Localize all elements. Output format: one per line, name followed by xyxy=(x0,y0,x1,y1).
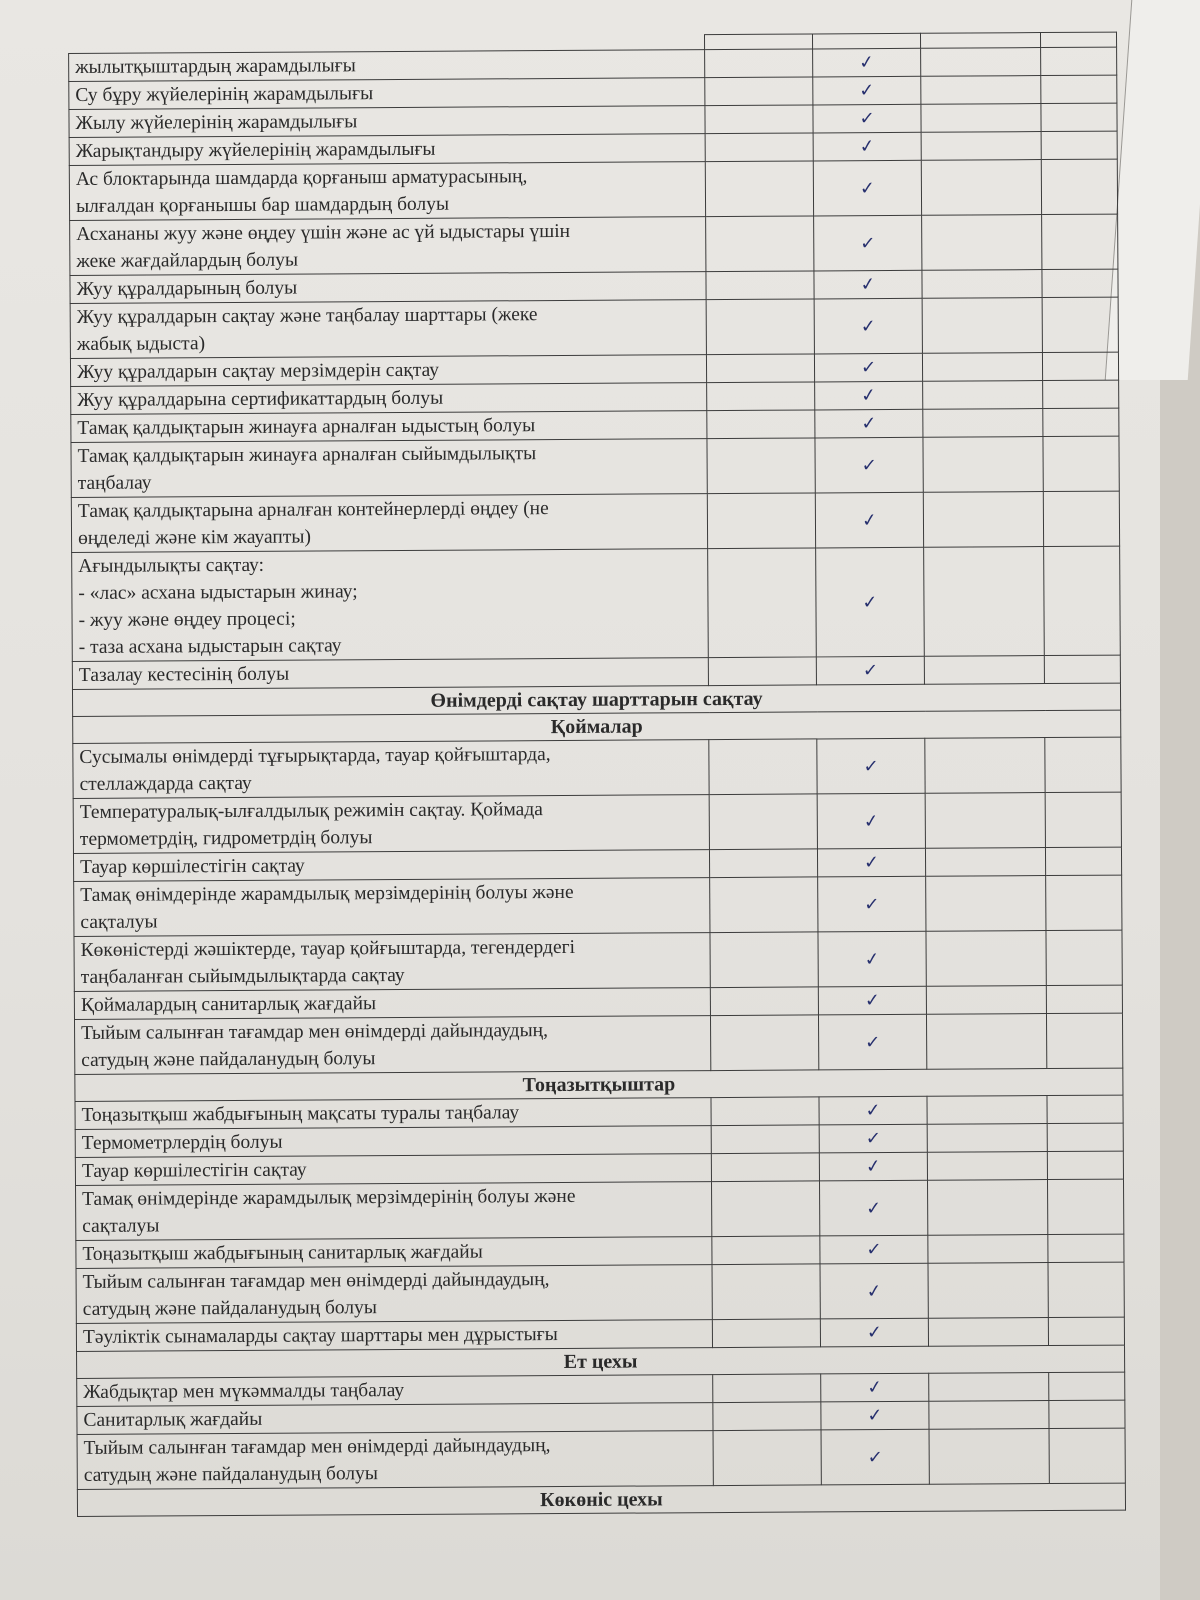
compliance-yes-cell xyxy=(705,49,813,78)
compliance-no-cell xyxy=(928,1318,1048,1347)
requirement-text: Қоймалардың санитарлық жағдайы xyxy=(74,988,710,1020)
handwritten-check-icon: ✓ xyxy=(866,1404,883,1427)
compliance-no-cell xyxy=(923,409,1043,438)
compliance-yes-cell xyxy=(710,1015,818,1071)
notes-cell xyxy=(1041,47,1117,75)
requirement-text: Тыйым салынған тағамдар мен өнімдерді дайындаудың, сатудың және пайдаланудың болуы xyxy=(76,1265,712,1324)
requirement-text: Жуу құралдарының болуы xyxy=(70,272,706,304)
handwritten-check-icon: ✓ xyxy=(865,1279,883,1303)
notes-cell xyxy=(1042,214,1118,269)
notes-cell xyxy=(1045,737,1121,792)
compliance-mark-cell xyxy=(814,215,922,271)
requirement-text: Жуу құралдарына сертификаттардың болуы xyxy=(71,383,707,415)
compliance-mark-cell xyxy=(813,104,921,133)
handwritten-check-icon: ✓ xyxy=(859,232,876,254)
compliance-mark-cell xyxy=(817,738,925,794)
section-title: Қоймалар xyxy=(73,710,1121,743)
handwritten-check-icon: ✓ xyxy=(866,1376,884,1399)
compliance-no-cell xyxy=(929,1401,1049,1430)
notes-cell xyxy=(1044,546,1121,655)
notes-cell xyxy=(1049,1372,1125,1400)
handwritten-check-icon: ✓ xyxy=(858,79,875,102)
handwritten-check-icon: ✓ xyxy=(863,947,881,971)
checklist-row xyxy=(73,792,1121,853)
requirement-text: Сусымалы өнімдерді тұғырықтарда, тауар қойғыштарда, стеллаждарда сақтау xyxy=(73,740,709,799)
checklist-row xyxy=(71,491,1119,552)
handwritten-check-icon: ✓ xyxy=(866,1321,883,1344)
requirement-text: Тамақ өнімдерінде жарамдылық мерзімдерінің болуы және сақталуы xyxy=(76,1182,712,1241)
compliance-mark-cell xyxy=(816,547,925,657)
section-header-row xyxy=(77,1483,1125,1516)
handwritten-check-icon: ✓ xyxy=(866,1238,882,1261)
compliance-yes-cell xyxy=(709,849,817,878)
compliance-no-cell xyxy=(928,1235,1048,1264)
compliance-mark-cell xyxy=(821,1401,929,1430)
compliance-yes-cell xyxy=(711,1153,819,1182)
notes-cell xyxy=(1042,352,1118,380)
compliance-yes-cell xyxy=(705,105,813,134)
checklist-row xyxy=(70,297,1118,358)
requirement-text: Жуу құралдарын сақтау және таңбалау шарттары (жеке жабық ыдыста) xyxy=(70,300,706,359)
notes-cell xyxy=(1042,297,1118,352)
requirement-text: Термометрлердің болуы xyxy=(75,1126,711,1158)
notes-cell xyxy=(1047,1095,1123,1123)
handwritten-check-icon: ✓ xyxy=(859,107,875,130)
compliance-no-cell xyxy=(925,793,1045,849)
compliance-yes-cell xyxy=(705,77,813,106)
handwritten-check-icon: ✓ xyxy=(865,1099,882,1122)
compliance-mark-cell xyxy=(819,1096,927,1125)
compliance-mark-cell xyxy=(818,986,926,1015)
checklist-row xyxy=(74,1013,1122,1074)
compliance-mark-cell xyxy=(813,76,921,105)
compliance-yes-cell xyxy=(706,299,814,355)
requirement-text: Тамақ қалдықтарын жинауға арналған ыдыстың болуы xyxy=(71,411,707,443)
checklist-row xyxy=(74,875,1122,936)
handwritten-check-icon: ✓ xyxy=(861,454,877,476)
compliance-yes-cell xyxy=(709,739,817,795)
notes-cell xyxy=(1045,847,1121,875)
requirement-text: жылытқыштардың жарамдылығы xyxy=(69,50,705,82)
compliance-mark-cell xyxy=(817,848,925,877)
compliance-yes-cell xyxy=(710,932,818,988)
handwritten-check-icon: ✓ xyxy=(860,315,877,337)
notes-cell xyxy=(1041,75,1117,103)
compliance-no-cell xyxy=(926,986,1046,1015)
requirement-text: Жарықтандыру жүйелерінің жарамдылығы xyxy=(69,134,705,166)
checklist-row xyxy=(73,737,1121,798)
compliance-no-cell xyxy=(924,547,1045,657)
compliance-no-cell xyxy=(923,492,1043,548)
checklist-document xyxy=(68,31,1153,1517)
compliance-mark-cell xyxy=(814,298,922,354)
notes-cell xyxy=(1047,1123,1123,1151)
compliance-yes-cell xyxy=(713,1374,821,1403)
handwritten-check-icon: ✓ xyxy=(861,591,878,613)
compliance-no-cell xyxy=(927,1124,1047,1153)
compliance-mark-cell xyxy=(819,1152,927,1181)
compliance-no-cell xyxy=(925,738,1045,794)
compliance-mark-cell xyxy=(814,353,922,382)
notes-cell xyxy=(1048,1234,1124,1262)
handwritten-check-icon: ✓ xyxy=(859,273,877,296)
compliance-mark-cell xyxy=(815,492,923,548)
notes-cell xyxy=(1046,985,1122,1013)
checklist-body xyxy=(69,32,1126,1516)
compliance-no-cell xyxy=(929,1429,1049,1485)
compliance-yes-cell xyxy=(712,1319,820,1348)
compliance-mark-cell xyxy=(819,1180,927,1236)
requirement-text: Тамақ өнімдерінде жарамдылық мерзімдерінің болуы және сақталуы xyxy=(74,878,710,937)
compliance-no-cell xyxy=(927,1096,1047,1125)
handwritten-check-icon: ✓ xyxy=(858,135,876,158)
notes-cell xyxy=(1048,1262,1124,1317)
requirement-text: Жылу жүйелерінің жарамдылығы xyxy=(69,106,705,138)
compliance-mark-cell xyxy=(819,1124,927,1153)
compliance-no-cell xyxy=(927,1180,1047,1236)
compliance-yes-cell xyxy=(711,1097,819,1126)
requirement-text: Тауар көршілестігін сақтау xyxy=(73,850,709,882)
handwritten-check-icon: ✓ xyxy=(864,1155,883,1178)
requirement-text: Көкөністерді жәшіктерде, тауар қойғыштарда, тегендердегі таңбаланған сыйымдылықтарда сақтау xyxy=(74,933,710,992)
compliance-no-cell xyxy=(922,353,1042,382)
compliance-no-cell xyxy=(924,656,1044,685)
handwritten-check-icon: ✓ xyxy=(859,384,878,407)
compliance-mark-cell xyxy=(818,931,926,987)
checklist-row xyxy=(74,930,1122,991)
compliance-yes-cell xyxy=(711,1181,819,1237)
requirement-text: Тыйым салынған тағамдар мен өнімдерді дайындаудың, сатудың және пайдаланудың болуы xyxy=(77,1431,713,1490)
notes-cell xyxy=(1043,380,1119,408)
notes-cell xyxy=(1043,408,1119,436)
handwritten-check-icon: ✓ xyxy=(859,177,876,199)
compliance-mark-cell xyxy=(815,409,923,438)
handwritten-check-icon: ✓ xyxy=(863,893,880,915)
requirement-text: Санитарлық жағдайы xyxy=(77,1403,713,1435)
compliance-mark-cell xyxy=(817,793,925,849)
compliance-mark-cell xyxy=(814,270,922,299)
requirement-text: Тәуліктік сынамаларды сақтау шарттары мен дұрыстығы xyxy=(76,1320,712,1352)
notes-cell xyxy=(1043,436,1119,491)
compliance-yes-cell xyxy=(712,1264,820,1320)
compliance-no-cell xyxy=(921,132,1041,161)
compliance-yes-cell xyxy=(710,987,818,1016)
compliance-no-cell xyxy=(929,1373,1049,1402)
notes-cell xyxy=(1041,131,1117,159)
notes-cell xyxy=(1046,875,1122,930)
requirement-text: Тазалау кестесінің болуы xyxy=(72,658,708,690)
compliance-mark-cell xyxy=(818,876,926,932)
compliance-no-cell xyxy=(925,848,1045,877)
compliance-yes-cell xyxy=(707,410,815,439)
compliance-mark-cell xyxy=(821,1373,929,1402)
compliance-mark-cell xyxy=(815,437,923,493)
compliance-mark-cell xyxy=(818,1014,926,1070)
handwritten-check-icon: ✓ xyxy=(865,1127,882,1150)
compliance-yes-cell xyxy=(708,548,817,658)
requirement-text: Жабдықтар мен мүкәммалды таңбалау xyxy=(77,1375,713,1407)
compliance-yes-cell xyxy=(705,161,813,217)
requirement-text: Тоңазытқыш жабдығының мақсаты туралы таңбалау xyxy=(75,1098,711,1130)
section-title: Көкөніс цехы xyxy=(77,1483,1125,1516)
compliance-yes-cell xyxy=(705,133,813,162)
requirement-text: Ағындылықты сақтау: - «лас» асхана ыдыстарын жинау; - жуу және өңдеу процесі; - таза асхана ыдыстарын сақтау xyxy=(72,549,709,662)
compliance-mark-cell xyxy=(816,656,924,685)
handwritten-check-icon: ✓ xyxy=(862,659,879,682)
compliance-no-cell xyxy=(921,160,1041,216)
handwritten-check-icon: ✓ xyxy=(864,989,881,1012)
compliance-yes-cell xyxy=(706,354,814,383)
section-title: Ет цехы xyxy=(77,1345,1125,1378)
compliance-mark-cell xyxy=(815,381,923,410)
compliance-yes-cell xyxy=(706,271,814,300)
handwritten-check-icon: ✓ xyxy=(860,356,877,379)
notes-cell xyxy=(1049,1400,1125,1428)
notes-cell xyxy=(1048,1317,1124,1345)
compliance-no-cell xyxy=(927,1152,1047,1181)
compliance-yes-cell xyxy=(710,877,818,933)
compliance-no-cell xyxy=(923,437,1043,493)
compliance-no-cell xyxy=(923,381,1043,410)
notes-cell xyxy=(1045,792,1121,847)
requirement-text: Ас блоктарында шамдарда қорғаныш арматурасының, ылғалдан қорғанышы бар шамдардың болуы xyxy=(69,162,705,221)
compliance-no-cell xyxy=(922,298,1042,354)
checklist-row xyxy=(69,159,1117,220)
compliance-mark-cell xyxy=(813,160,921,216)
checklist-row xyxy=(76,1179,1124,1240)
notes-cell xyxy=(1049,1428,1125,1483)
notes-cell xyxy=(1041,159,1117,214)
compliance-yes-cell xyxy=(712,1236,820,1265)
requirement-text: Су бұру жүйелерінің жарамдылығы xyxy=(69,78,705,110)
checklist-row xyxy=(72,546,1121,661)
compliance-no-cell xyxy=(921,104,1041,133)
compliance-yes-cell xyxy=(713,1430,821,1486)
notes-cell xyxy=(1041,103,1117,131)
compliance-mark-cell xyxy=(820,1263,928,1319)
compliance-no-cell xyxy=(921,76,1041,105)
handwritten-check-icon: ✓ xyxy=(860,508,879,532)
handwritten-check-icon: ✓ xyxy=(865,1197,882,1219)
compliance-yes-cell xyxy=(706,216,814,272)
section-title: Өнімдерді сақтау шарттарын сақтау xyxy=(72,683,1120,716)
requirement-text: Тоңазытқыш жабдығының санитарлық жағдайы xyxy=(76,1237,712,1269)
compliance-mark-cell xyxy=(820,1318,928,1347)
section-title: Тоңазытқыштар xyxy=(75,1068,1123,1101)
compliance-yes-cell xyxy=(707,493,815,549)
compliance-no-cell xyxy=(922,215,1042,271)
handwritten-check-icon: ✓ xyxy=(864,1031,881,1053)
notes-cell xyxy=(1042,269,1118,297)
handwritten-check-icon: ✓ xyxy=(863,755,879,777)
compliance-no-cell xyxy=(922,270,1042,299)
compliance-yes-cell xyxy=(709,794,817,850)
handwritten-check-icon: ✓ xyxy=(862,809,880,833)
notes-cell xyxy=(1047,1179,1123,1234)
handwritten-check-icon: ✓ xyxy=(867,1446,884,1468)
compliance-yes-cell xyxy=(711,1125,819,1154)
requirement-text: Асхананы жуу және өңдеу үшін және ас үй ыдыстары үшін жеке жағдайлардың болуы xyxy=(70,217,706,276)
compliance-yes-cell xyxy=(707,382,815,411)
handwritten-check-icon: ✓ xyxy=(863,851,880,874)
checklist-row xyxy=(76,1262,1124,1323)
notes-cell xyxy=(1046,930,1122,985)
notes-cell xyxy=(1043,491,1119,546)
inspection-checklist-table xyxy=(68,32,1126,1517)
requirement-text: Тыйым салынған тағамдар мен өнімдерді дайындаудың, сатудың және пайдаланудың болуы xyxy=(74,1016,710,1075)
compliance-no-cell xyxy=(926,931,1046,987)
compliance-mark-cell xyxy=(821,1429,929,1485)
compliance-no-cell xyxy=(926,1014,1046,1070)
compliance-mark-cell xyxy=(813,48,921,77)
handwritten-check-icon: ✓ xyxy=(857,51,876,74)
requirement-text: Тамақ қалдықтарына арналған контейнерлерді өңдеу (не өңделеді және кім жауапты) xyxy=(71,494,707,553)
compliance-mark-cell xyxy=(820,1235,928,1264)
compliance-yes-cell xyxy=(708,657,816,686)
requirement-text: Температуралық-ылғалдылық режимін сақтау. Қоймада термометрдің, гидрометрдің болуы xyxy=(73,795,709,854)
compliance-no-cell xyxy=(928,1263,1048,1319)
notes-cell xyxy=(1046,1013,1122,1068)
handwritten-check-icon: ✓ xyxy=(860,412,877,435)
checklist-row xyxy=(70,214,1118,275)
compliance-mark-cell xyxy=(813,132,921,161)
compliance-yes-cell xyxy=(713,1402,821,1431)
compliance-no-cell xyxy=(921,48,1041,77)
notes-cell xyxy=(1044,655,1120,683)
compliance-no-cell xyxy=(926,876,1046,932)
requirement-text: Жуу құралдарын сақтау мерзімдерін сақтау xyxy=(70,355,706,387)
compliance-yes-cell xyxy=(707,438,815,494)
requirement-text: Тамақ қалдықтарын жинауға арналған сыйымдылықты таңбалау xyxy=(71,439,707,498)
checklist-row xyxy=(77,1428,1125,1489)
checklist-row xyxy=(71,436,1119,497)
notes-cell xyxy=(1047,1151,1123,1179)
requirement-text: Тауар көршілестігін сақтау xyxy=(75,1154,711,1186)
